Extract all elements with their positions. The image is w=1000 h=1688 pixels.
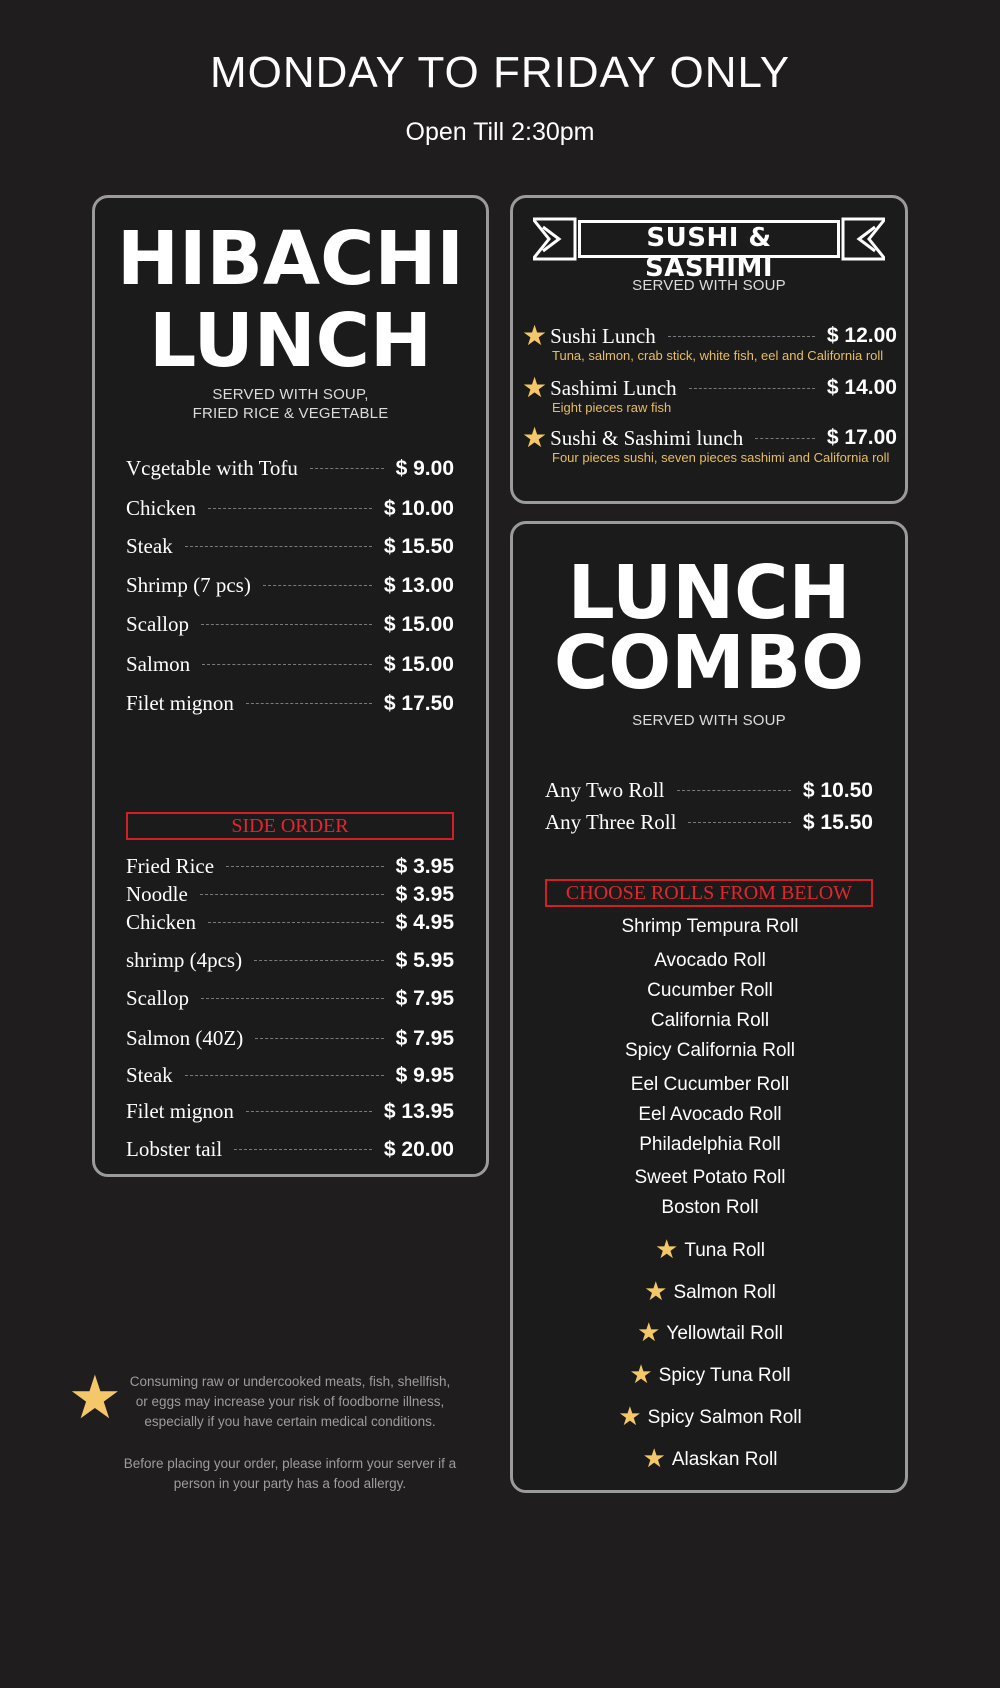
combo-title-line1: LUNCH xyxy=(567,550,851,636)
dotted-leader xyxy=(310,468,384,469)
dotted-leader xyxy=(234,1149,372,1150)
side-item-price: $ 13.95 xyxy=(383,1099,454,1123)
dotted-leader xyxy=(755,438,815,439)
combo-item-price: $ 15.50 xyxy=(802,810,873,834)
hibachi-served-line2: FRIED RICE & VEGETABLE xyxy=(192,405,389,422)
hibachi-item-price: $ 17.50 xyxy=(383,691,454,715)
sushi-item-name: Sushi Lunch xyxy=(550,323,656,348)
side-row xyxy=(126,1063,454,1088)
allergy-note xyxy=(100,1454,480,1494)
roll-item xyxy=(510,950,910,972)
side-item-price: $ 4.95 xyxy=(395,910,454,934)
roll-item xyxy=(510,1359,910,1390)
side-item-name: Salmon (40Z) xyxy=(126,1026,244,1050)
hibachi-item-name: Chicken xyxy=(126,496,196,520)
hibachi-item-price: $ 15.00 xyxy=(383,652,454,676)
hibachi-row xyxy=(126,496,454,521)
hibachi-item-price: $ 10.00 xyxy=(383,496,454,520)
roll-item xyxy=(510,1197,910,1219)
disclaimer-line5: person in your party has a food allergy. xyxy=(173,1476,407,1491)
roll-name: Tuna Roll xyxy=(684,1240,765,1261)
roll-item xyxy=(510,1167,910,1189)
roll-item xyxy=(510,1134,910,1156)
side-item-price: $ 7.95 xyxy=(395,1026,454,1050)
hibachi-row xyxy=(126,652,454,677)
dotted-leader xyxy=(201,998,384,999)
dotted-leader xyxy=(246,1111,372,1112)
side-item-price: $ 3.95 xyxy=(395,854,454,878)
dotted-leader xyxy=(226,866,384,867)
side-row xyxy=(126,910,454,935)
dotted-leader xyxy=(200,894,384,895)
hibachi-title-line2: LUNCH xyxy=(149,298,432,384)
dotted-leader xyxy=(201,624,372,625)
dotted-leader xyxy=(255,1038,383,1039)
combo-title-line2: COMBO xyxy=(553,620,865,706)
side-item-price: $ 20.00 xyxy=(383,1137,454,1161)
sushi-title: SUSHI & SASHIMI xyxy=(578,220,840,258)
roll-item xyxy=(510,1276,910,1307)
star-icon: ★ xyxy=(522,320,548,351)
disclaimer-line2: or eggs may increase your risk of foodborne illness, xyxy=(135,1394,445,1409)
hibachi-item-name: Salmon xyxy=(126,652,191,676)
hibachi-title-line1: HIBACHI xyxy=(117,216,464,302)
dotted-leader xyxy=(246,703,372,704)
choose-rolls-label: CHOOSE ROLLS FROM BELOW xyxy=(545,879,873,907)
disclaimer-text xyxy=(100,1372,480,1432)
hibachi-row xyxy=(126,612,454,637)
roll-name: Eel Avocado Roll xyxy=(638,1104,782,1125)
roll-item xyxy=(510,980,910,1002)
star-icon: ★ xyxy=(68,1364,122,1431)
combo-item-name: Any Three Roll xyxy=(545,810,677,834)
star-icon: ★ xyxy=(644,1276,668,1306)
roll-name: Spicy Tuna Roll xyxy=(658,1365,791,1386)
sushi-item-price: $ 14.00 xyxy=(826,376,897,399)
roll-name: Avocado Roll xyxy=(654,950,766,971)
sushi-item-name: Sashimi Lunch xyxy=(550,375,677,400)
roll-item xyxy=(510,1074,910,1096)
dotted-leader xyxy=(202,664,372,665)
hibachi-item-price: $ 13.00 xyxy=(383,573,454,597)
hibachi-row xyxy=(126,456,454,481)
side-row xyxy=(126,1099,454,1124)
star-icon: ★ xyxy=(642,1443,666,1473)
side-item-price: $ 3.95 xyxy=(395,882,454,906)
roll-name: Eel Cucumber Roll xyxy=(630,1074,790,1095)
side-item-name: Steak xyxy=(126,1063,173,1087)
side-item-price: $ 5.95 xyxy=(395,948,454,972)
dotted-leader xyxy=(263,585,372,586)
combo-item-price: $ 10.50 xyxy=(802,778,873,802)
combo-row xyxy=(545,778,873,803)
side-item-name: Noodle xyxy=(126,882,188,906)
hours-subtitle: Open Till 2:30pm xyxy=(405,118,595,146)
hibachi-row xyxy=(126,691,454,716)
roll-name: California Roll xyxy=(650,1010,770,1031)
side-order-label: SIDE ORDER xyxy=(126,812,454,840)
roll-item xyxy=(510,1443,910,1474)
dotted-leader xyxy=(688,822,790,823)
roll-item xyxy=(510,916,910,938)
star-icon: ★ xyxy=(618,1401,642,1431)
roll-name: Salmon Roll xyxy=(673,1282,776,1303)
roll-name: Yellowtail Roll xyxy=(666,1323,783,1344)
combo-item-name: Any Two Roll xyxy=(545,778,665,802)
dotted-leader xyxy=(185,1075,384,1076)
hibachi-item-price: $ 15.50 xyxy=(383,534,454,558)
side-row xyxy=(126,948,454,973)
hibachi-item-price: $ 15.00 xyxy=(383,612,454,636)
hibachi-item-price: $ 9.00 xyxy=(395,456,454,480)
star-icon: ★ xyxy=(655,1234,679,1264)
roll-name: Spicy California Roll xyxy=(624,1040,795,1061)
dotted-leader xyxy=(668,336,815,337)
star-icon: ★ xyxy=(629,1359,653,1389)
dotted-leader xyxy=(185,546,372,547)
side-row xyxy=(126,1026,454,1051)
roll-name: Alaskan Roll xyxy=(671,1449,778,1470)
hibachi-served-line1: SERVED WITH SOUP, xyxy=(212,386,369,403)
sushi-item-name: Sushi & Sashimi lunch xyxy=(550,425,744,450)
star-icon: ★ xyxy=(637,1317,661,1347)
roll-item xyxy=(510,1401,910,1432)
star-icon: ★ xyxy=(522,422,548,453)
roll-item xyxy=(510,1317,910,1348)
page-title: MONDAY TO FRIDAY ONLY xyxy=(209,48,791,97)
side-item-name: Scallop xyxy=(126,986,189,1010)
sushi-item-price: $ 12.00 xyxy=(826,324,897,347)
side-item-name: shrimp (4pcs) xyxy=(126,948,243,972)
side-item-name: Filet mignon xyxy=(126,1099,234,1123)
dotted-leader xyxy=(254,960,384,961)
roll-item xyxy=(510,1104,910,1126)
roll-name: Shrimp Tempura Roll xyxy=(621,916,799,937)
sushi-item xyxy=(522,374,897,415)
dotted-leader xyxy=(208,508,372,509)
side-row xyxy=(126,986,454,1011)
combo-row xyxy=(545,810,873,835)
sushi-item-desc: Four pieces sushi, seven pieces sashimi and California roll xyxy=(552,450,890,465)
hibachi-item-name: Scallop xyxy=(126,612,189,636)
roll-name: Cucumber Roll xyxy=(647,980,773,1001)
roll-name: Spicy Salmon Roll xyxy=(647,1407,802,1428)
hibachi-row xyxy=(126,534,454,559)
side-item-name: Fried Rice xyxy=(126,854,215,878)
hibachi-item-name: Shrimp (7 pcs) xyxy=(126,573,251,597)
hibachi-row xyxy=(126,573,454,598)
dotted-leader xyxy=(689,388,815,389)
hibachi-item-name: Filet mignon xyxy=(126,691,234,715)
roll-name: Boston Roll xyxy=(661,1197,759,1218)
dotted-leader xyxy=(208,922,384,923)
disclaimer-line4: Before placing your order, please inform your server if a xyxy=(123,1456,457,1471)
side-item-name: Chicken xyxy=(126,910,196,934)
star-icon: ★ xyxy=(522,372,548,403)
side-item-price: $ 7.95 xyxy=(395,986,454,1010)
sushi-item-desc: Eight pieces raw fish xyxy=(552,400,672,415)
roll-item xyxy=(510,1234,910,1265)
roll-name: Sweet Potato Roll xyxy=(634,1167,786,1188)
roll-name: Philadelphia Roll xyxy=(639,1134,781,1155)
side-row xyxy=(126,882,454,907)
sushi-served: SERVED WITH SOUP xyxy=(632,277,786,294)
hibachi-item-name: Vcgetable with Tofu xyxy=(126,456,298,480)
roll-item xyxy=(510,1010,910,1032)
side-item-name: Lobster tail xyxy=(126,1137,223,1161)
hibachi-item-name: Steak xyxy=(126,534,173,558)
sushi-item xyxy=(522,322,897,363)
roll-item xyxy=(510,1040,910,1062)
disclaimer-line3: especially if you have certain medical conditions. xyxy=(144,1414,436,1429)
dotted-leader xyxy=(677,790,791,791)
side-row xyxy=(126,1137,454,1162)
sushi-item-desc: Tuna, salmon, crab stick, white fish, eel and California roll xyxy=(552,348,884,363)
disclaimer-line1: Consuming raw or undercooked meats, fish, shellfish, xyxy=(129,1374,451,1389)
combo-served: SERVED WITH SOUP xyxy=(632,712,786,729)
sushi-item xyxy=(522,424,897,465)
sushi-item-price: $ 17.00 xyxy=(826,426,897,449)
side-row xyxy=(126,854,454,879)
side-item-price: $ 9.95 xyxy=(395,1063,454,1087)
